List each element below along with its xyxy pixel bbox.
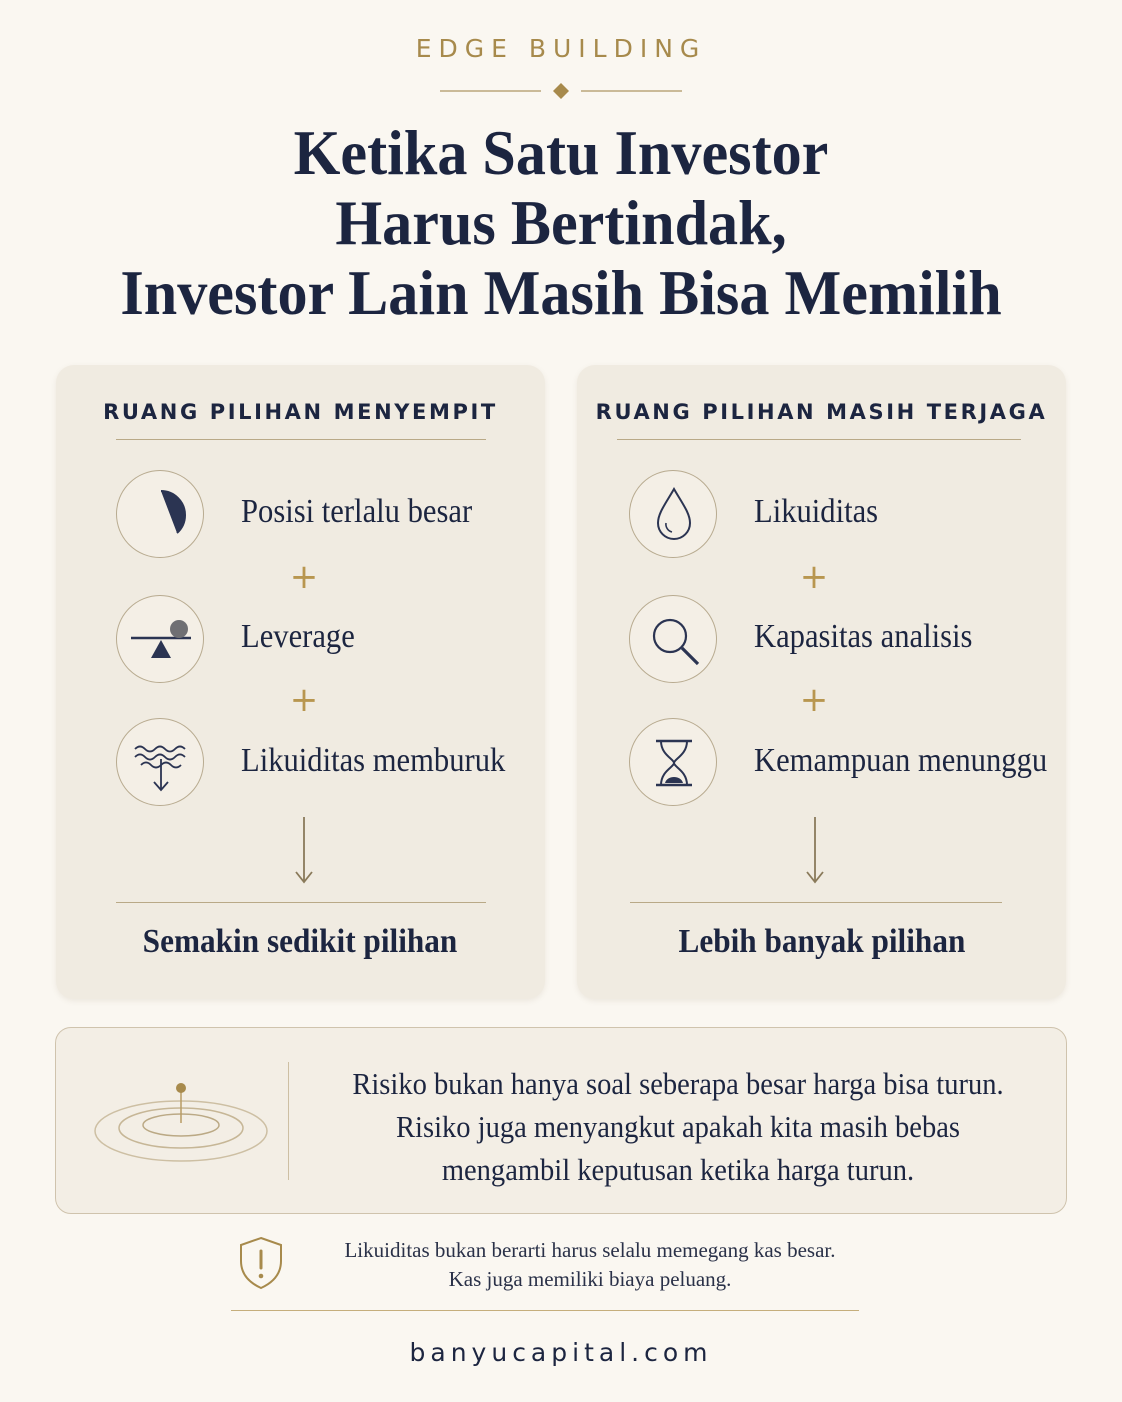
hourglass-icon <box>629 718 717 806</box>
plus-icon: + <box>289 680 319 720</box>
divider-ornament <box>0 80 1122 102</box>
lever-icon <box>116 595 204 683</box>
item-label-position-size: Posisi terlalu besar <box>241 493 473 530</box>
plus-icon: + <box>799 680 829 720</box>
insight-box <box>55 1027 1067 1214</box>
ripple-icon <box>86 1073 276 1173</box>
heading-rule <box>617 439 1021 440</box>
result-rule <box>630 902 1002 903</box>
title-line-3: Investor Lain Masih Bisa Memilih <box>120 257 1002 328</box>
title-line-2: Harus Bertindak, <box>335 187 787 258</box>
shield-alert-icon <box>236 1235 286 1291</box>
kicker-label: EDGE BUILDING <box>415 34 707 63</box>
water-down-icon <box>116 718 204 806</box>
magnifier-icon <box>629 595 717 683</box>
site-link[interactable]: banyucapital.com <box>409 1338 713 1367</box>
item-label-leverage: Leverage <box>241 618 355 655</box>
arrow-down-icon <box>803 815 827 885</box>
item-label-ability-to-wait: Kemampuan menunggu <box>754 742 1048 779</box>
plus-icon: + <box>799 557 829 597</box>
page-title <box>0 118 1122 328</box>
heading-rule <box>116 439 486 440</box>
card-choices-preserved <box>577 365 1066 999</box>
disclaimer-text: Likuiditas bukan berarti harus selalu memegang kas besar. Kas juga memiliki biaya peluang. <box>344 1238 836 1291</box>
card-result: Lebih banyak pilihan <box>678 923 965 960</box>
item-label-liquidity: Likuiditas <box>754 493 879 530</box>
title-line-1: Ketika Satu Investor <box>293 117 829 188</box>
footer-rule <box>231 1310 859 1311</box>
pie-slice-icon <box>116 470 204 558</box>
item-label-liquidity-worsening: Likuiditas memburuk <box>241 742 506 779</box>
plus-icon: + <box>289 557 319 597</box>
item-label-analysis-capacity: Kapasitas analisis <box>754 618 973 655</box>
arrow-down-icon <box>292 815 316 885</box>
result-rule <box>116 902 486 903</box>
card-heading: RUANG PILIHAN MENYEMPIT <box>103 400 498 424</box>
card-choices-narrowing <box>56 365 545 999</box>
insight-divider <box>288 1062 289 1180</box>
card-result: Semakin sedikit pilihan <box>143 923 458 960</box>
droplet-icon <box>629 470 717 558</box>
card-heading: RUANG PILIHAN MASIH TERJAGA <box>595 400 1048 424</box>
insight-text: Risiko bukan hanya soal seberapa besar harga bisa turun. Risiko juga menyangkut apakah kita masih bebas mengambil keputusan ketika harga turun. <box>352 1066 1004 1187</box>
